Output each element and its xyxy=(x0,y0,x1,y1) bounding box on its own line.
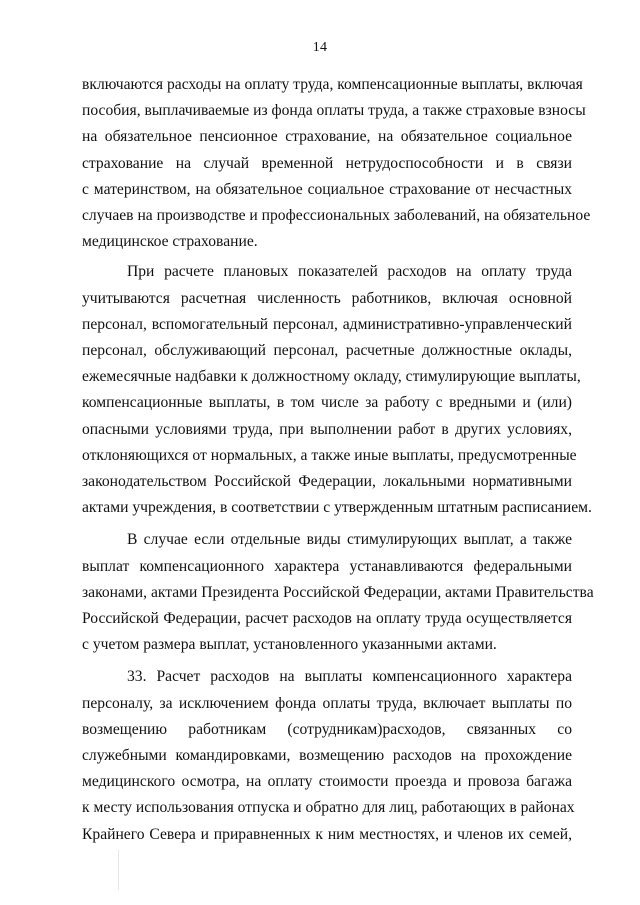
text-line: учитываются расчетная численность работников, включая основной xyxy=(82,289,572,307)
text-line: персонал, обслуживающий персонал, расчетные должностные оклады, xyxy=(82,342,572,360)
text-line: случаев на производстве и профессиональных заболеваний, на обязательное xyxy=(82,207,591,225)
page-number: 14 xyxy=(312,40,328,55)
text-line: 33. Расчет расходов на выплаты компенсационного характера xyxy=(127,668,572,686)
paragraph-2 xyxy=(82,259,592,521)
text-line: с учетом размера выплат, установленного указанными актами. xyxy=(82,636,497,654)
paragraph-3 xyxy=(82,527,594,658)
text-line: медицинское страхование. xyxy=(82,233,258,251)
text-line: служебными командировками, возмещению расходов на прохождение xyxy=(82,747,572,765)
text-line: законодательством Российской Федерации, локальными нормативными xyxy=(82,473,572,491)
text-line: пособия, выплачиваемые из фонда оплаты труда, а также страховые взносы xyxy=(82,102,586,120)
text-line: законами, актами Президента Российской Федерации, актами Правительства xyxy=(82,583,594,601)
text-line: компенсационные выплаты, в том числе за работу с вредными и (или) xyxy=(82,394,572,412)
text-line: персоналу, за исключением фонда оплаты труда, включает выплаты по xyxy=(82,694,572,712)
text-line: с материнством, на обязательное социальное страхование от несчастных xyxy=(82,180,572,198)
text-line: отклоняющихся от нормальных, а также иные выплаты, предусмотренные xyxy=(82,446,577,464)
text-line: актами учреждения, в соответствии с утвержденным штатным расписанием. xyxy=(82,499,592,517)
text-line: включаются расходы на оплату труда, компенсационные выплаты, включая xyxy=(82,76,583,93)
text-line: медицинского осмотра, на оплату стоимости проезда и провоза багажа xyxy=(82,773,572,791)
paragraph-4 xyxy=(82,664,575,847)
text-line: к месту использования отпуска и обратно для лиц, работающих в районах xyxy=(82,799,575,817)
text-line: на обязательное пенсионное страхование, на обязательное социальное xyxy=(82,128,572,146)
text-line: выплат компенсационного характера устанавливаются федеральными xyxy=(82,557,572,575)
text-line: опасными условиями труда, при выполнении работ в других условиях, xyxy=(82,420,572,438)
text-line: В случае если отдельные виды стимулирующих выплат, а также xyxy=(127,531,572,549)
text-line: ежемесячные надбавки к должностному окладу, стимулирующие выплаты, xyxy=(82,368,581,386)
text-line: возмещению работникам (сотрудникам)расходов, связанных со xyxy=(82,720,572,738)
text-line: страхование на случай временной нетрудоспособности и в связи xyxy=(82,154,572,172)
document-body xyxy=(82,72,594,848)
text-line: При расчете плановых показателей расходов на оплату труда xyxy=(127,263,572,281)
text-line: Крайнего Севера и приравненных к ним местностях, и членов их семей, xyxy=(82,825,572,843)
text-line: персонал, вспомогательный персонал, административно-управленческий xyxy=(82,315,572,333)
paragraph-1 xyxy=(82,72,591,255)
scan-margin-mark xyxy=(118,850,119,890)
text-line: Российской Федерации, расчет расходов на оплату труда осуществляется xyxy=(82,610,572,628)
